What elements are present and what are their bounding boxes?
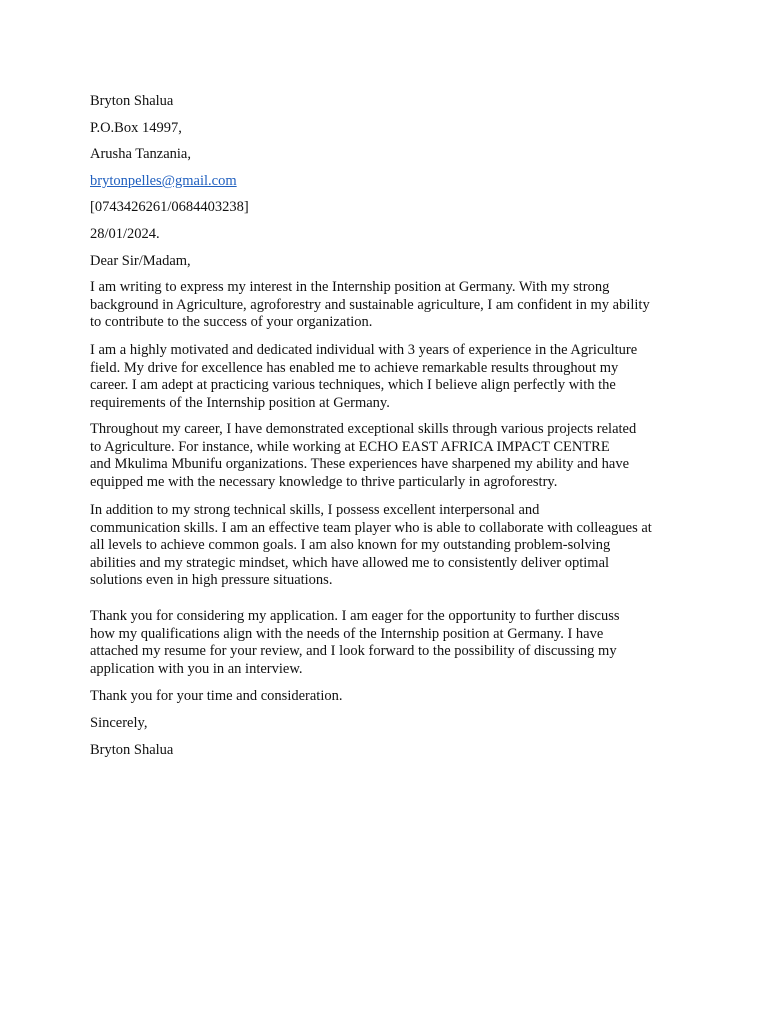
paragraph-line: field. My drive for excellence has enabled me to achieve remarkable results throughout my bbox=[90, 359, 619, 376]
sender-email-link[interactable]: brytonpelles@gmail.com bbox=[90, 173, 237, 189]
sender-city: Arusha Tanzania, bbox=[90, 146, 191, 162]
paragraph-line: all levels to achieve common goals. I am also known for my outstanding problem-solving bbox=[90, 537, 611, 554]
letter-date: 28/01/2024. bbox=[90, 226, 160, 242]
paragraph-line: I am writing to express my interest in the Internship position at Germany. With my strong bbox=[90, 279, 610, 295]
signature-name: Bryton Shalua bbox=[90, 742, 174, 758]
paragraph-line: how my qualifications align with the needs of the Internship position at Germany. I have bbox=[90, 625, 604, 642]
paragraph-line: career. I am adept at practicing various techniques, which I believe align perfectly with the bbox=[90, 377, 616, 394]
paragraph-line: Thank you for considering my application. I am eager for the opportunity to further discuss bbox=[90, 608, 620, 624]
paragraph-line: background in Agriculture, agroforestry and sustainable agriculture, I am confident in my ability bbox=[90, 296, 650, 313]
closing-signoff: Sincerely, bbox=[90, 715, 148, 731]
paragraph-projects bbox=[90, 421, 690, 491]
sender-name: Bryton Shalua bbox=[90, 93, 174, 109]
paragraph-line: attached my resume for your review, and I look forward to the possibility of discussing my bbox=[90, 643, 617, 660]
paragraph-line: and Mkulima Mbunifu organizations. These experiences have sharpened my ability and have bbox=[90, 456, 630, 473]
paragraph-experience bbox=[90, 342, 690, 412]
paragraph-line: communication skills. I am an effective team player who is able to collaborate with colleagues at bbox=[90, 519, 652, 536]
paragraph-line: I am a highly motivated and dedicated individual with 3 years of experience in the Agriculture bbox=[90, 342, 638, 358]
paragraph-line: solutions even in high pressure situations. bbox=[90, 572, 333, 589]
closing-thanks: Thank you for your time and consideration. bbox=[90, 688, 343, 704]
paragraph-line: to contribute to the success of your organization. bbox=[90, 314, 373, 331]
paragraph-line: Throughout my career, I have demonstrated exceptional skills through various projects related bbox=[90, 421, 637, 437]
paragraph-line: abilities and my strategic mindset, which have allowed me to consistently deliver optimal bbox=[90, 554, 610, 571]
sender-po-box: P.O.Box 14997, bbox=[90, 120, 182, 136]
paragraph-skills bbox=[90, 502, 690, 590]
paragraph-line: equipped me with the necessary knowledge to thrive particularly in agroforestry. bbox=[90, 473, 558, 490]
paragraph-line: to Agriculture. For instance, while working at ECHO EAST AFRICA IMPACT CENTRE bbox=[90, 438, 610, 455]
sender-phone: [0743426261/0684403238] bbox=[90, 199, 249, 215]
paragraph-thanks bbox=[90, 608, 690, 678]
paragraph-intro bbox=[90, 279, 690, 332]
salutation: Dear Sir/Madam, bbox=[90, 253, 191, 269]
paragraph-line: application with you in an interview. bbox=[90, 660, 303, 677]
paragraph-line: In addition to my strong technical skills, I possess excellent interpersonal and bbox=[90, 502, 540, 518]
paragraph-line: requirements of the Internship position at Germany. bbox=[90, 394, 390, 411]
